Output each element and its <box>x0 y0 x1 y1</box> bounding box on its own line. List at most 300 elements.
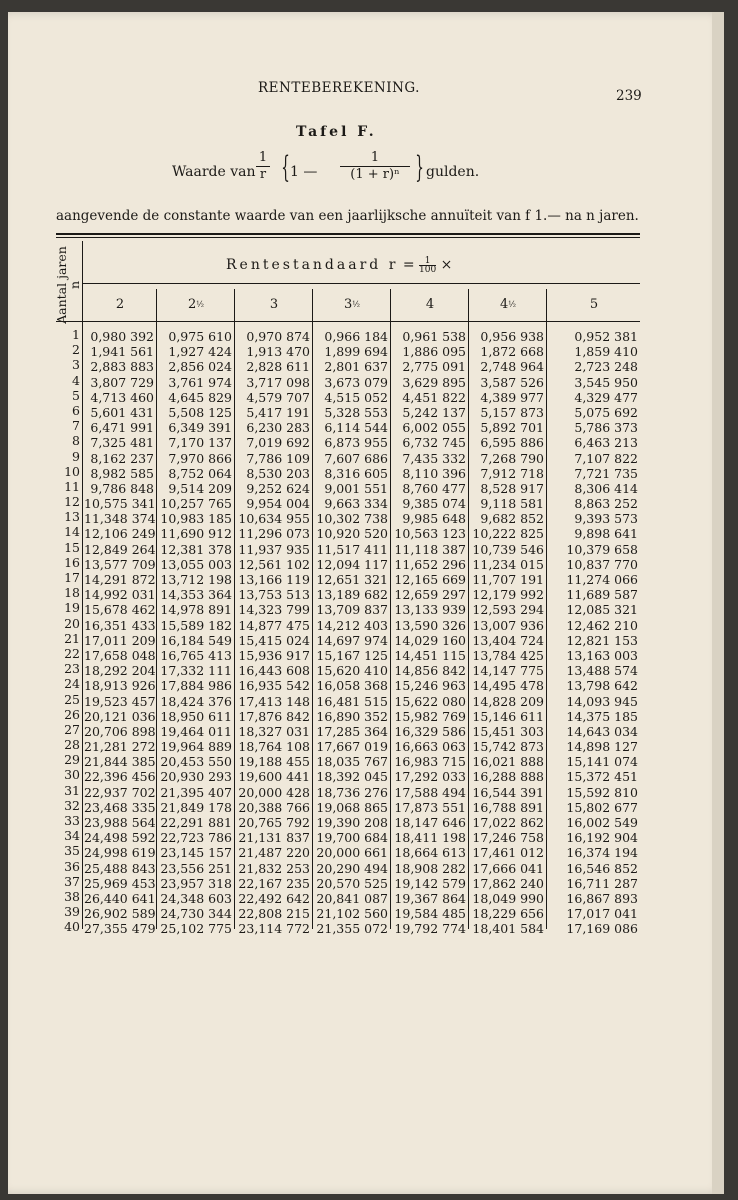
year-cell: 20 <box>64 615 80 631</box>
year-cell: 13 <box>64 509 80 525</box>
column-header-value: 2 <box>187 297 197 312</box>
value-cell: 7,721 735 <box>574 465 638 481</box>
value-cell: 14,353 364 <box>160 587 232 603</box>
value-cell: 3,587 526 <box>480 374 544 390</box>
value-cell: 14,898 127 <box>566 739 638 755</box>
value-cell: 17,658 048 <box>84 647 156 663</box>
value-cell: 5,157 873 <box>480 404 544 420</box>
year-cell: 8 <box>72 433 80 449</box>
value-cell: 2,775 091 <box>402 359 466 375</box>
value-cell: 13,404 724 <box>472 632 544 648</box>
year-cell: 15 <box>64 539 80 555</box>
value-cell: 14,212 403 <box>316 617 388 633</box>
value-cell: 21,395 407 <box>160 784 232 800</box>
column-divider <box>468 289 469 929</box>
value-cell: 4,645 829 <box>168 389 232 405</box>
formula-fraction-1 <box>256 150 270 183</box>
value-cell: 21,281 272 <box>84 739 156 755</box>
column-divider <box>390 289 391 929</box>
value-cell: 18,908 282 <box>394 860 466 876</box>
value-cell: 1,927 424 <box>168 344 232 360</box>
half-fraction: ½ <box>352 299 361 309</box>
column-header-value: 4 <box>425 297 435 312</box>
value-cell: 9,118 581 <box>480 496 544 512</box>
value-cell: 24,498 592 <box>84 830 156 846</box>
banner-fraction <box>419 258 436 273</box>
value-cell: 17,332 111 <box>160 663 232 679</box>
value-cell: 4,579 707 <box>246 389 310 405</box>
right-brace: } <box>415 150 424 185</box>
value-cell: 10,837 770 <box>566 556 638 572</box>
column-header-2 <box>84 297 156 312</box>
formula-lead: Waarde van <box>172 164 256 180</box>
value-cell: 11,274 066 <box>566 572 638 587</box>
value-cell: 21,355 072 <box>316 921 388 937</box>
value-cell: 0,961 538 <box>402 329 466 344</box>
value-cell: 18,411 198 <box>394 830 466 846</box>
value-cell: 22,937 702 <box>84 784 156 800</box>
value-cell: 13,784 425 <box>472 647 544 663</box>
value-cell: 17,285 364 <box>316 723 388 739</box>
top-rule-thick <box>56 233 640 235</box>
value-cell: 3,673 079 <box>324 374 388 390</box>
value-cell: 12,462 210 <box>566 617 638 633</box>
year-cell: 17 <box>64 570 80 585</box>
year-cell: 2 <box>72 342 80 358</box>
formula-fraction-2 <box>340 150 410 183</box>
value-cell: 14,992 031 <box>84 587 156 603</box>
value-cell: 18,229 656 <box>472 906 544 922</box>
value-cell: 10,634 955 <box>238 511 310 527</box>
annuity-table <box>54 241 640 937</box>
year-cell: 34 <box>64 828 80 844</box>
value-cell: 9,385 074 <box>402 496 466 512</box>
value-cell: 22,808 215 <box>238 906 310 922</box>
year-cell: 38 <box>64 888 80 904</box>
value-cell: 23,114 772 <box>238 921 310 937</box>
half-fraction: ½ <box>196 299 205 309</box>
year-cell: 30 <box>64 767 80 783</box>
value-cell: 1,899 694 <box>324 344 388 360</box>
value-cell: 15,742 873 <box>472 739 544 755</box>
year-cell: 27 <box>64 721 80 737</box>
value-cell: 13,753 513 <box>238 587 310 603</box>
page-number: 239 <box>616 88 642 104</box>
value-cell: 16,867 893 <box>566 890 638 906</box>
value-cell: 9,954 004 <box>246 496 310 512</box>
value-cell: 14,697 974 <box>316 632 388 648</box>
value-cell: 6,873 955 <box>324 435 388 451</box>
banner-times: × <box>440 257 453 273</box>
rate-column-4 <box>392 329 466 937</box>
header-bottom-rule <box>56 321 640 322</box>
fraction-1-numerator: 1 <box>258 150 268 165</box>
year-cell: 31 <box>64 782 80 798</box>
value-cell: 14,828 209 <box>472 693 544 709</box>
column-divider <box>156 289 157 929</box>
value-cell: 17,876 842 <box>238 708 310 724</box>
value-cell: 7,435 332 <box>402 450 466 466</box>
year-cell: 11 <box>64 478 80 494</box>
value-cell: 5,508 125 <box>168 404 232 420</box>
value-cell: 14,029 160 <box>394 632 466 648</box>
value-cell: 21,844 385 <box>84 754 156 770</box>
value-cell: 16,481 515 <box>316 693 388 709</box>
column-divider <box>234 289 235 929</box>
value-cell: 12,561 102 <box>238 556 310 572</box>
value-cell: 11,690 912 <box>160 526 232 542</box>
value-cell: 5,242 137 <box>402 404 466 420</box>
year-cell: 39 <box>64 904 80 920</box>
value-cell: 13,488 574 <box>566 663 638 679</box>
value-cell: 18,913 926 <box>84 678 156 694</box>
value-cell: 16,184 549 <box>160 632 232 648</box>
value-cell: 20,121 036 <box>84 708 156 724</box>
value-cell: 24,730 344 <box>160 906 232 922</box>
year-cell: 37 <box>64 873 80 889</box>
year-cell: 36 <box>64 858 80 874</box>
value-cell: 8,110 396 <box>402 465 466 481</box>
formula-unit: gulden. <box>426 164 480 180</box>
value-cell: 12,381 378 <box>160 541 232 557</box>
value-cell: 17,667 019 <box>316 739 388 755</box>
value-cell: 21,131 837 <box>238 830 310 846</box>
value-cell: 15,246 963 <box>394 678 466 694</box>
value-cell: 19,464 011 <box>160 723 232 739</box>
rate-column-3-half <box>314 329 388 937</box>
value-cell: 13,712 198 <box>160 572 232 587</box>
value-cell: 4,713 460 <box>90 389 154 405</box>
value-cell: 16,374 194 <box>566 845 638 861</box>
page-edge <box>712 12 724 1194</box>
value-cell: 20,453 550 <box>160 754 232 770</box>
value-cell: 13,709 837 <box>316 602 388 618</box>
value-cell: 23,988 564 <box>84 815 156 830</box>
value-cell: 11,517 411 <box>316 541 388 557</box>
value-cell: 16,351 433 <box>84 617 156 633</box>
value-cell: 12,659 297 <box>394 587 466 603</box>
rate-column-2-half <box>158 329 232 937</box>
value-cell: 4,451 822 <box>402 389 466 405</box>
year-cell: 7 <box>72 418 80 434</box>
column-header-5 <box>548 297 640 312</box>
value-cell: 4,329 477 <box>574 389 638 405</box>
value-cell: 20,570 525 <box>316 875 388 891</box>
value-cell: 17,011 209 <box>84 632 156 648</box>
value-cell: 6,463 213 <box>574 435 638 451</box>
fraction-2-denominator: (1 + r)ⁿ <box>350 167 400 182</box>
value-cell: 16,002 549 <box>566 815 638 830</box>
value-cell: 21,487 220 <box>238 845 310 861</box>
value-cell: 6,471 991 <box>90 420 154 436</box>
value-cell: 3,717 098 <box>246 374 310 390</box>
value-cell: 0,952 381 <box>574 329 638 344</box>
value-cell: 1,886 095 <box>402 344 466 360</box>
value-cell: 1,859 410 <box>574 344 638 360</box>
year-cell: 14 <box>64 524 80 540</box>
value-cell: 19,600 441 <box>238 769 310 785</box>
year-cell: 35 <box>64 843 80 859</box>
value-cell: 22,291 881 <box>160 815 232 830</box>
value-cell: 13,166 119 <box>238 572 310 587</box>
value-cell: 23,468 335 <box>84 799 156 815</box>
value-cell: 15,167 125 <box>316 647 388 663</box>
fraction-1-denominator: r <box>259 167 267 182</box>
half-fraction: ½ <box>508 299 517 309</box>
year-cell: 5 <box>72 387 80 403</box>
value-cell: 22,396 456 <box>84 769 156 785</box>
column-header-value: 2 <box>115 297 125 312</box>
formula-one-minus: 1 — <box>290 164 318 180</box>
value-cell: 18,664 613 <box>394 845 466 861</box>
value-cell: 10,920 520 <box>316 526 388 542</box>
value-cell: 8,760 477 <box>402 480 466 496</box>
value-cell: 5,328 553 <box>324 404 388 420</box>
value-cell: 16,765 413 <box>160 647 232 663</box>
value-cell: 3,761 974 <box>168 374 232 390</box>
value-cell: 11,707 191 <box>472 572 544 587</box>
year-cell: 16 <box>64 554 80 570</box>
value-cell: 11,234 015 <box>472 556 544 572</box>
value-cell: 22,723 786 <box>160 830 232 846</box>
value-cell: 19,390 208 <box>316 815 388 830</box>
value-cell: 17,461 012 <box>472 845 544 861</box>
value-cell: 13,055 003 <box>160 556 232 572</box>
value-cell: 10,302 738 <box>316 511 388 527</box>
value-cell: 17,246 758 <box>472 830 544 846</box>
value-cell: 16,983 715 <box>394 754 466 770</box>
value-cell: 2,828 611 <box>246 359 310 375</box>
value-cell: 20,000 428 <box>238 784 310 800</box>
value-cell: 8,530 203 <box>246 465 310 481</box>
value-cell: 6,002 055 <box>402 420 466 436</box>
year-cell: 23 <box>64 661 80 677</box>
value-cell: 20,765 792 <box>238 815 310 830</box>
value-cell: 17,413 148 <box>238 693 310 709</box>
value-cell: 14,856 842 <box>394 663 466 679</box>
year-column <box>56 327 80 935</box>
value-cell: 12,094 117 <box>316 556 388 572</box>
column-divider <box>82 241 83 929</box>
year-cell: 26 <box>64 706 80 722</box>
value-cell: 10,575 341 <box>84 496 156 512</box>
column-header-4-half <box>470 297 546 312</box>
value-cell: 1,872 668 <box>480 344 544 360</box>
header-rule <box>82 283 640 284</box>
year-header-label: Aantal jaren n <box>54 246 82 324</box>
value-cell: 12,085 321 <box>566 602 638 618</box>
value-cell: 13,007 936 <box>472 617 544 633</box>
value-cell: 14,877 475 <box>238 617 310 633</box>
value-cell: 20,388 766 <box>238 799 310 815</box>
value-cell: 9,252 624 <box>246 480 310 496</box>
year-cell: 32 <box>64 797 80 813</box>
value-cell: 7,607 686 <box>324 450 388 466</box>
value-cell: 12,179 992 <box>472 587 544 603</box>
column-header-4 <box>392 297 468 312</box>
value-cell: 7,170 137 <box>168 435 232 451</box>
rate-column-5 <box>548 329 638 937</box>
year-cell: 33 <box>64 813 80 828</box>
value-cell: 2,748 964 <box>480 359 544 375</box>
left-brace: { <box>281 150 290 185</box>
value-cell: 13,133 939 <box>394 602 466 618</box>
value-cell: 11,652 296 <box>394 556 466 572</box>
value-cell: 9,663 334 <box>324 496 388 512</box>
value-cell: 2,883 883 <box>90 359 154 375</box>
value-cell: 18,424 376 <box>160 693 232 709</box>
value-cell: 17,292 033 <box>394 769 466 785</box>
value-cell: 15,982 769 <box>394 708 466 724</box>
value-cell: 24,348 603 <box>160 890 232 906</box>
value-cell: 15,592 810 <box>566 784 638 800</box>
value-cell: 19,367 864 <box>394 890 466 906</box>
year-cell: 25 <box>64 691 80 707</box>
value-cell: 20,290 494 <box>316 860 388 876</box>
value-cell: 15,451 303 <box>472 723 544 739</box>
value-cell: 0,956 938 <box>480 329 544 344</box>
value-cell: 12,165 669 <box>394 572 466 587</box>
value-cell: 15,141 074 <box>566 754 638 770</box>
value-cell: 19,188 455 <box>238 754 310 770</box>
value-cell: 11,296 073 <box>238 526 310 542</box>
value-cell: 22,167 235 <box>238 875 310 891</box>
value-cell: 5,892 701 <box>480 420 544 436</box>
value-cell: 11,937 935 <box>238 541 310 557</box>
value-cell: 11,118 387 <box>394 541 466 557</box>
value-cell: 18,950 611 <box>160 708 232 724</box>
rate-column-2 <box>84 329 154 937</box>
value-cell: 15,372 451 <box>566 769 638 785</box>
value-cell: 7,786 109 <box>246 450 310 466</box>
value-cell: 6,230 283 <box>246 420 310 436</box>
value-cell: 14,451 115 <box>394 647 466 663</box>
value-cell: 6,732 745 <box>402 435 466 451</box>
rate-column-3 <box>236 329 310 937</box>
value-cell: 17,017 041 <box>566 906 638 922</box>
value-cell: 3,545 950 <box>574 374 638 390</box>
year-cell: 6 <box>72 402 80 418</box>
value-cell: 12,593 294 <box>472 602 544 618</box>
value-cell: 19,523 457 <box>84 693 156 709</box>
value-cell: 9,682 852 <box>480 511 544 527</box>
value-cell: 16,935 542 <box>238 678 310 694</box>
value-cell: 7,019 692 <box>246 435 310 451</box>
year-cell: 19 <box>64 600 80 616</box>
value-cell: 18,035 767 <box>316 754 388 770</box>
value-cell: 8,982 585 <box>90 465 154 481</box>
value-cell: 25,488 843 <box>84 860 156 876</box>
value-cell: 14,291 872 <box>84 572 156 587</box>
value-cell: 12,651 321 <box>316 572 388 587</box>
value-cell: 15,622 080 <box>394 693 466 709</box>
value-cell: 16,663 063 <box>394 739 466 755</box>
value-cell: 16,711 287 <box>566 875 638 891</box>
value-cell: 16,443 608 <box>238 663 310 679</box>
banner-label: Rentestandaard r <box>226 257 399 273</box>
value-cell: 9,393 573 <box>574 511 638 527</box>
column-divider <box>312 289 313 929</box>
value-cell: 14,323 799 <box>238 602 310 618</box>
column-header-value: 5 <box>589 297 599 312</box>
value-cell: 17,873 551 <box>394 799 466 815</box>
value-cell: 13,798 642 <box>566 678 638 694</box>
value-cell: 15,802 677 <box>566 799 638 815</box>
value-cell: 21,832 253 <box>238 860 310 876</box>
value-cell: 18,764 108 <box>238 739 310 755</box>
value-cell: 8,752 064 <box>168 465 232 481</box>
year-cell: 21 <box>64 630 80 646</box>
value-cell: 9,001 551 <box>324 480 388 496</box>
value-cell: 17,666 041 <box>472 860 544 876</box>
column-header-value: 3 <box>343 297 353 312</box>
year-cell: 9 <box>72 448 80 464</box>
value-cell: 18,392 045 <box>316 769 388 785</box>
year-header-cell <box>56 245 80 323</box>
value-cell: 16,021 888 <box>472 754 544 770</box>
value-cell: 10,222 825 <box>472 526 544 542</box>
rate-column-4-half <box>470 329 544 937</box>
value-cell: 14,093 945 <box>566 693 638 709</box>
value-cell: 14,978 891 <box>160 602 232 618</box>
value-cell: 9,985 648 <box>402 511 466 527</box>
value-cell: 19,700 684 <box>316 830 388 846</box>
value-cell: 10,739 546 <box>472 541 544 557</box>
value-cell: 0,966 184 <box>324 329 388 344</box>
value-cell: 9,514 209 <box>168 480 232 496</box>
value-cell: 18,401 584 <box>472 921 544 937</box>
value-cell: 14,643 034 <box>566 723 638 739</box>
value-cell: 18,049 990 <box>472 890 544 906</box>
value-cell: 8,316 605 <box>324 465 388 481</box>
year-cell: 3 <box>72 357 80 373</box>
value-cell: 13,189 682 <box>316 587 388 603</box>
value-cell: 16,890 352 <box>316 708 388 724</box>
value-cell: 5,417 191 <box>246 404 310 420</box>
value-cell: 12,821 153 <box>566 632 638 648</box>
value-cell: 6,114 544 <box>324 420 388 436</box>
value-cell: 3,807 729 <box>90 374 154 390</box>
value-cell: 10,257 765 <box>160 496 232 512</box>
value-cell: 16,788 891 <box>472 799 544 815</box>
value-cell: 0,980 392 <box>90 329 154 344</box>
column-header-3-half <box>314 297 390 312</box>
value-cell: 0,970 874 <box>246 329 310 344</box>
value-cell: 1,913 470 <box>246 344 310 360</box>
value-cell: 23,556 251 <box>160 860 232 876</box>
table-description: aangevende de constante waarde van een jaarlijksche annuïteit van f 1.— na n jaren. <box>56 208 639 224</box>
value-cell: 13,163 003 <box>566 647 638 663</box>
value-cell: 14,495 478 <box>472 678 544 694</box>
value-cell: 17,862 240 <box>472 875 544 891</box>
value-cell: 8,863 252 <box>574 496 638 512</box>
value-cell: 2,801 637 <box>324 359 388 375</box>
value-cell: 19,792 774 <box>394 921 466 937</box>
value-cell: 16,329 586 <box>394 723 466 739</box>
year-cell: 22 <box>64 645 80 661</box>
value-cell: 4,515 052 <box>324 389 388 405</box>
banner-fraction-numerator: 1 <box>424 256 431 266</box>
value-cell: 14,375 185 <box>566 708 638 724</box>
value-cell: 18,292 204 <box>84 663 156 679</box>
value-cell: 13,577 709 <box>84 556 156 572</box>
column-header-3 <box>236 297 312 312</box>
value-cell: 23,957 318 <box>160 875 232 891</box>
value-cell: 9,786 848 <box>90 480 154 496</box>
fraction-2-numerator: 1 <box>370 150 380 165</box>
year-cell: 12 <box>64 494 80 510</box>
value-cell: 2,723 248 <box>574 359 638 375</box>
